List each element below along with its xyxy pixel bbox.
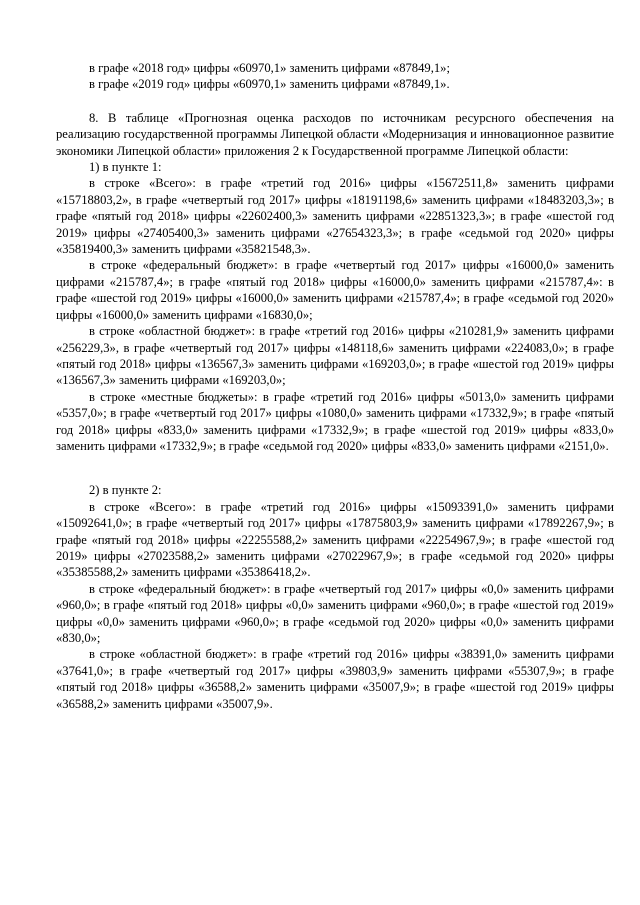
document-body — [56, 60, 614, 712]
paragraph-row-federal-2: в строке «федеральный бюджет»: в графе «четвертый год 2017» цифры «0,0» заменить цифрами «960,0»; в графе «пятый год 2018» цифры «0,0» заменить цифрами «960,0»; в графе «шестой год 2019» цифры «0,0» заменить цифрами «960,0»; в графе «седьмой год 2020» цифры «0,0» заменить цифрами «830,0»; — [56, 581, 614, 645]
subitem-1-heading: 1) в пункте 1: — [89, 160, 162, 175]
paragraph-row-local: в строке «местные бюджеты»: в графе «третий год 2016» цифры «5013,0» заменить цифрами «5357,0»; в графе «четвертый год 2017» цифры «1080,0» заменить цифрами «17332,9»; в графе «пятый год 2018» цифры «833,0» заменить цифрами «17332,9»; в графе «шестой год 2019» цифры «833,0» заменить цифрами «17332,9»; в графе «седьмой год 2020» цифры «833,0» заменить цифрами «2151,0». — [56, 389, 614, 453]
paragraph-row-federal: в строке «федеральный бюджет»: в графе «четвертый год 2017» цифры «16000,0» заменить цифрами «215787,4»; в графе «пятый год 2018» цифры «16000,0» заменить цифрами «215787,4»: в графе «шестой год 2019» цифры «16000,0» заменить цифрами «215787,4»; в графе «седьмой год 2020» цифры «16000,0» заменить цифрами «16830,0»; — [56, 258, 614, 322]
paragraph-row-regional: в строке «областной бюджет»: в графе «третий год 2016» цифры «210281,9» заменить цифрами «256229,3», в графе «четвертый год 2017» цифры «148118,6» заменить цифрами «224083,0»; в графе «пятый год 2018» цифры «136567,3» заменить цифрами «169203,0»; в графе «шестой год 2019» цифры «136567,3» заменить цифрами «169203,0»; — [56, 324, 614, 388]
subitem-2-heading: 2) в пункте 2: — [89, 483, 162, 498]
spacer — [56, 454, 614, 482]
spacer — [56, 93, 614, 110]
paragraph-row-regional-2: в строке «областной бюджет»: в графе «третий год 2016» цифры «38391,0» заменить цифрами «37641,0»; в графе «четвертый год 2017» цифры «39803,9» заменить цифрами «55307,9»; в графе «пятый год 2018» цифры «36588,2» заменить цифрами «35007,9»; в графе «шестой год 2019» цифры «36588,2» заменить цифрами «35007,9». — [56, 647, 614, 711]
paragraph-2018-replacement: в графе «2018 год» цифры «60970,1» заменить цифрами «87849,1»; — [89, 61, 450, 75]
paragraph-item-8: 8. В таблице «Прогнозная оценка расходов по источникам ресурсного обеспечения на реализацию государственной программы Липецкой области «Модернизация и инновационное развитие экономики Липецкой области» приложения 2 к Государственной программе Липецкой области: — [56, 110, 614, 158]
paragraph-row-total-2: в строке «Всего»: в графе «третий год 2016» цифры «15093391,0» заменить цифрами «15092641,0»; в графе «четвертый год 2017» цифры «17875803,9» заменить цифрами «17892267,9»; в графе «пятый год 2018» цифры «22255588,2» заменить цифрами «22254967,9»; в графе «шестой год 2019» цифры «27023588,2» заменить цифрами «27022967,9»; в графе «седьмой год 2020» цифры «35385588,2» заменить цифрами «35386418,2». — [56, 499, 614, 580]
paragraph-2019-replacement: в графе «2019 год» цифры «60970,1» заменить цифрами «87849,1». — [89, 77, 450, 92]
paragraph-row-total: в строке «Всего»: в графе «третий год 2016» цифры «15672511,8» заменить цифрами «15718803,2», в графе «четвертый год 2017» цифры «18191198,6» заменить цифрами «18483203,3»; в графе «пятый год 2018» цифры «22602400,3» заменить цифрами «22851323,3»; в графе «шестой год 2019» цифры «27405400,3» заменить цифрами «27654323,3»; в графе «седьмой год 2020» цифры «35819400,3» заменить цифрами «35821548,3». — [56, 176, 614, 257]
